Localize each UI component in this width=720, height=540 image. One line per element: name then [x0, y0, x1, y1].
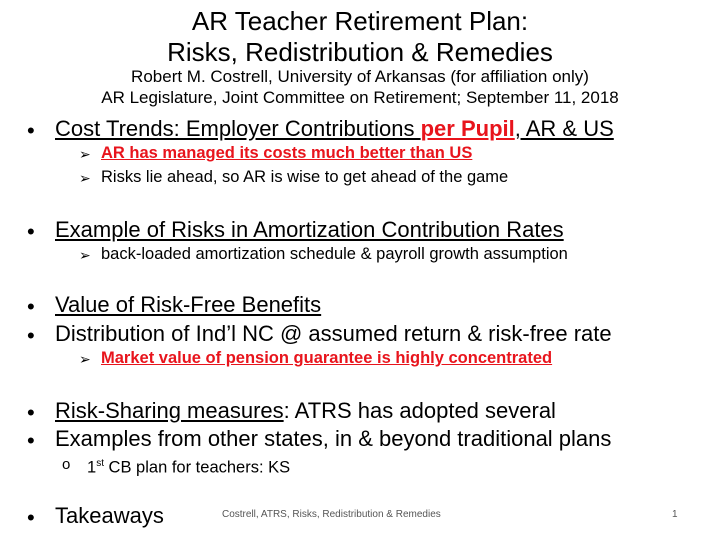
circle-bullet-icon: o [62, 456, 71, 473]
risk-sharing-link-text: Risk-Sharing measures [55, 398, 284, 423]
per-pupil-highlight: per Pupil [420, 116, 515, 141]
bullet-cost-trends [55, 116, 614, 142]
bullet-icon: • [27, 118, 35, 143]
arrow-bullet-icon: ➢ [79, 170, 91, 186]
sub-bullet-cb-plan [87, 454, 290, 478]
slide-footer: Costrell, ATRS, Risks, Redistribution & Remedies [222, 509, 441, 520]
slide-number: 1 [672, 509, 678, 520]
cb-plan-num: 1 [87, 458, 97, 477]
cb-plan-ordinal: st [96, 458, 104, 469]
arrow-bullet-icon: ➢ [79, 146, 91, 162]
arrow-bullet-icon: ➢ [79, 351, 91, 367]
sub-bullet-market-value: Market value of pension guarantee is highly concentrated [101, 349, 553, 367]
bullet-risk-sharing [55, 398, 556, 424]
risk-sharing-rest: : ATRS has adopted several [283, 398, 556, 423]
bullet-amortization-risks: Example of Risks in Amortization Contribution Rates [55, 217, 564, 242]
bullet-other-states: Examples from other states, in & beyond traditional plans [55, 426, 612, 451]
bullet-cost-trends-text-a: Cost Trends: Employer Contributions [55, 116, 421, 141]
bullet-icon: • [27, 219, 35, 244]
bullet-distribution-nc: Distribution of Ind’l NC @ assumed return & risk-free rate [55, 321, 612, 346]
bullet-icon: • [27, 323, 35, 348]
arrow-bullet-icon: ➢ [79, 247, 91, 263]
sub-bullet-ar-managed: AR has managed its costs much better than US [101, 144, 473, 162]
sub-bullet-back-loaded: back-loaded amortization schedule & payroll growth assumption [101, 245, 568, 263]
bullet-icon: • [27, 400, 35, 425]
sub-bullet-risks-ahead: Risks lie ahead, so AR is wise to get ahead of the game [101, 168, 509, 186]
bullet-risk-free-benefits: Value of Risk-Free Benefits [55, 292, 322, 317]
bullet-cost-trends-text-c: , AR & US [514, 116, 614, 141]
subtitle-author: Robert M. Costrell, University of Arkansas (for affiliation only) [131, 67, 589, 86]
slide-title-line2: Risks, Redistribution & Remedies [167, 37, 553, 67]
subtitle-venue: AR Legislature, Joint Committee on Retirement; September 11, 2018 [101, 88, 619, 107]
cb-plan-text: CB plan for teachers: KS [103, 458, 291, 477]
bullet-icon: • [27, 294, 35, 319]
bullet-icon: • [27, 428, 35, 453]
bullet-takeaways: Takeaways [55, 503, 164, 528]
bullet-icon: • [27, 505, 35, 530]
slide-title-line1: AR Teacher Retirement Plan: [191, 6, 529, 36]
